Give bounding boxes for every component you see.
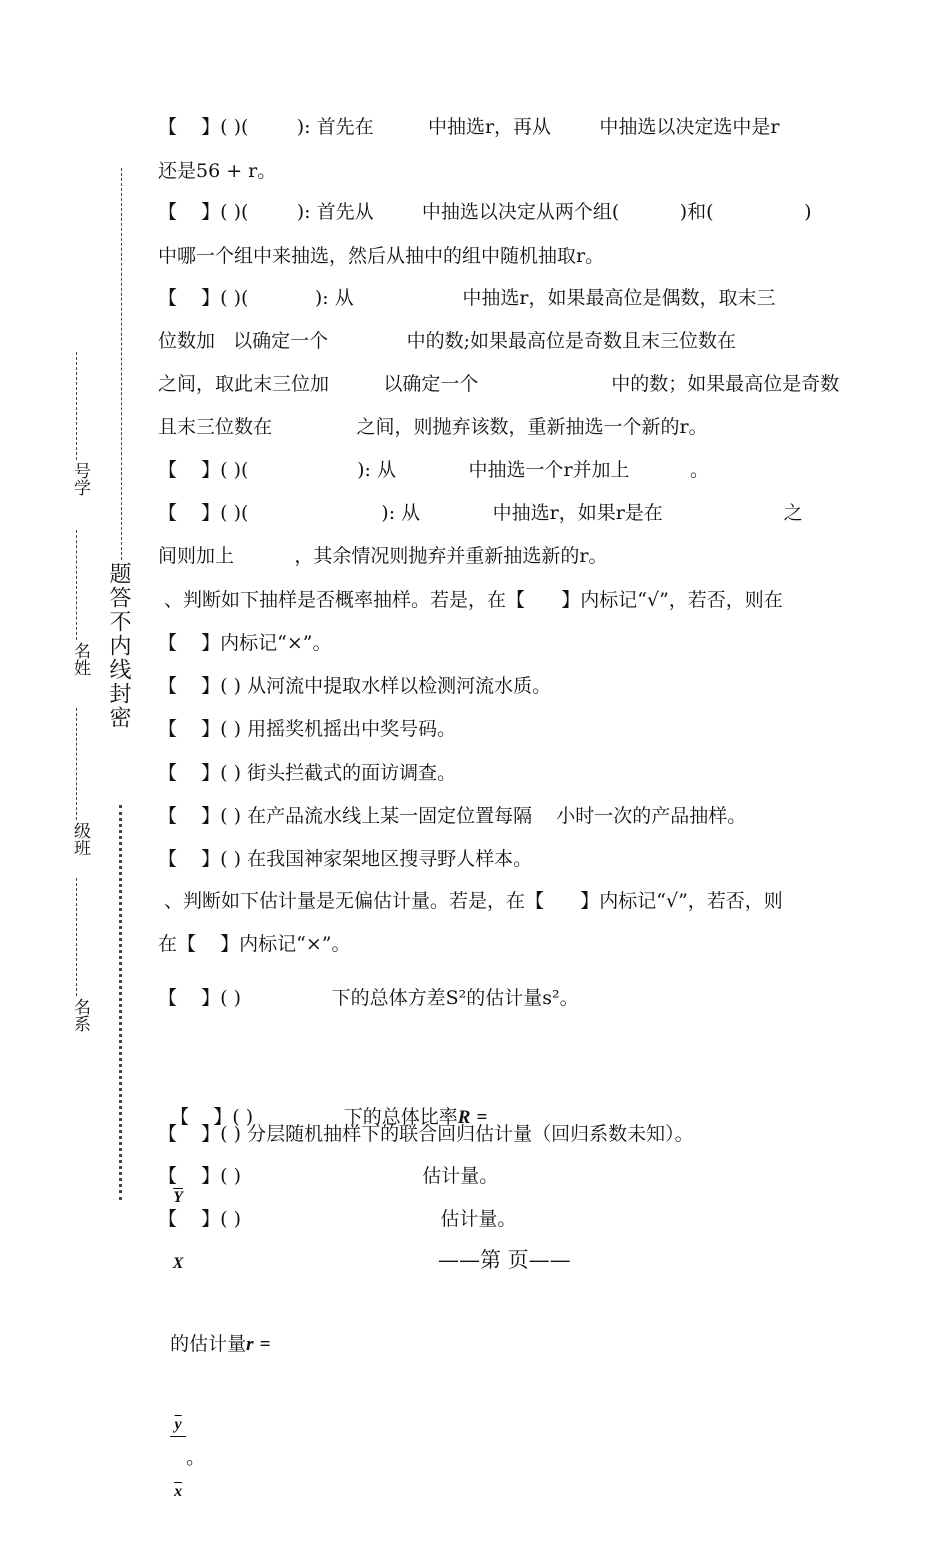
class-label: 级班 [70,822,90,856]
field-line-1 [76,352,77,460]
item-street-interview: 【 】( ) 街头拦截式的面访调查。 [158,762,457,784]
item-water-sample: 【 】( ) 从河流中提取水样以检测河流水质。 [158,675,552,697]
ratio-r: r [246,1334,254,1355]
item-production-line: 【 】( ) 在产品流水线上某一固定位置每隔 小时一次的产品抽样。 [158,805,747,827]
frac-Ybar: $\overline{Y}$ [173,1189,183,1206]
ratio-prefix: 【 】( ) 下的总体比率 [170,1106,458,1128]
item-variance-estimator: 【 】( ) 下的总体方差S²的估计量s²。 [158,987,579,1009]
item-estimator-b: 【 】( ) 估计量。 [158,1208,517,1230]
text-line-8: 且末三位数在 之间，则抛弃该数，重新抽选一个新的r。 [158,416,708,438]
student-id-label: 号学 [70,462,90,496]
text-line-7: 之间，取此末三位加 以确定一个 中的数；如果最高位是奇数 [158,373,840,395]
text-line-2: 还是56 + r。 [158,160,277,182]
question-heading-3: 、判断如下估计量是无偏估计量。若是，在【 】内标记“√”，若否，则 [158,890,783,912]
frac-X: X [172,1255,184,1272]
fraction-ybar-over-xbar [170,1370,186,1547]
name-label: 名姓 [70,642,90,676]
question-heading-2: 、判断如下抽样是否概率抽样。若是，在【 】内标记“√”，若否，则在 [158,589,783,611]
binding-line-upper [121,168,122,560]
ratio-mid: 的估计量 [170,1333,247,1355]
item-wild-man: 【 】( ) 在我国神家架地区搜寻野人样本。 [158,848,533,870]
frac-ybar: $\overline{y}$ [170,1414,186,1437]
field-line-3 [76,708,77,820]
text-line-4: 中哪一个组中来抽选，然后从抽中的组中随机抽取r。 [158,245,605,267]
seal-notice: 题答不内线封密 [106,562,131,730]
text-line-13: 【 】内标记“×”。 [158,632,332,654]
text-line-9: 【 】( )( ): 从 中抽选一个r并加上 。 [158,459,709,481]
ratio-R: R [457,1107,471,1128]
ratio-eq-2: = [259,1334,271,1355]
text-line-20: 在【 】内标记“×”。 [158,933,351,955]
text-line-5: 【 】( )( ): 从 中抽选r，如果最高位是偶数，取末三 [158,287,776,309]
frac-xbar: x [174,1483,183,1500]
department-label: 名系 [70,998,90,1032]
text-line-1: 【 】( )( ): 首先在 中抽选r，再从 中抽选以决定选中是r [158,116,780,138]
field-line-2 [76,530,77,640]
text-line-10: 【 】( )( ): 从 中抽选r，如果r是在 之 [158,502,803,524]
text-line-11: 间则加上 ，其余情况则抛弃并重新抽选新的r。 [158,545,608,567]
item-combined-regression: 【 】( ) 分层随机抽样下的联合回归估计量（回归系数未知）。 [158,1123,694,1145]
item-estimator-a: 【 】( ) 估计量。 [158,1165,499,1187]
text-line-3: 【 】( )( ): 首先从 中抽选以决定从两个组( )和( ) [158,201,812,223]
field-line-4 [76,878,77,996]
text-line-6: 位数加 以确定一个 中的数;如果最高位是奇数且末三位数在 [158,330,737,352]
ratio-end: 。 [186,1446,206,1469]
page-footer: ——第 页—— [438,1248,571,1272]
ratio-eq-1: = [476,1107,488,1128]
binding-line-lower [119,805,122,1200]
item-lottery: 【 】( ) 用摇奖机摇出中奖号码。 [158,718,457,740]
